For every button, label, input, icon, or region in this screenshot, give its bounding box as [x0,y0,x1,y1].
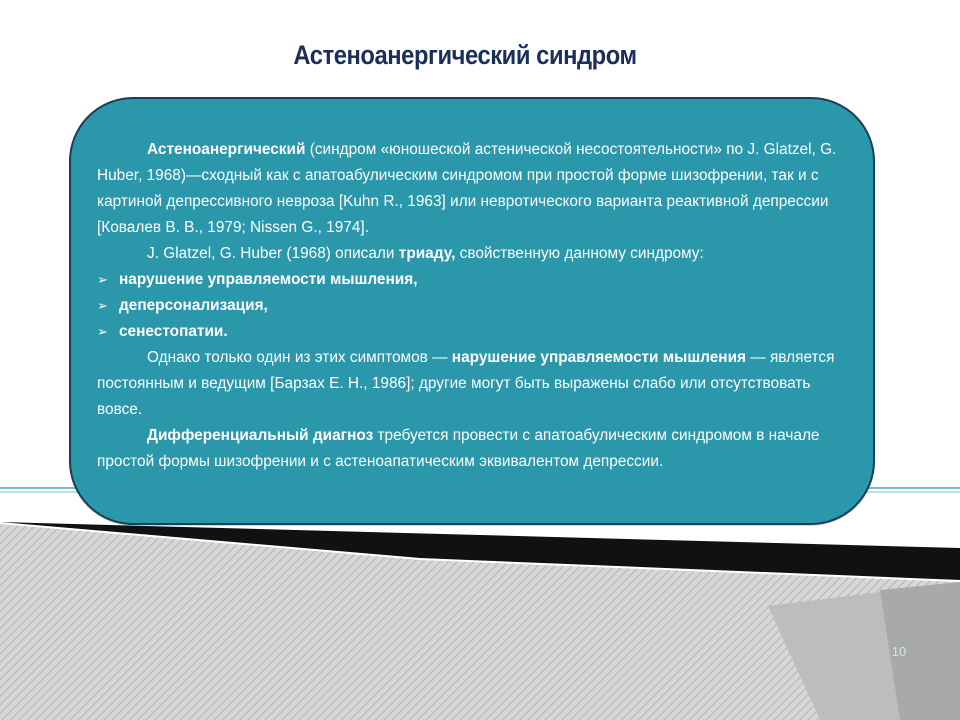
arrow-bullet-icon: ➢ [97,272,108,287]
bullet-text: нарушение управляемости мышления, [119,271,418,288]
bullet-text: деперсонализация, [119,297,268,314]
slide-title: Астеноанергический синдром [293,40,637,70]
leading-symptom: нарушение управляемости мышления [451,349,747,366]
bullet-item [97,267,857,293]
leading-end: — является постоянным и ведущим [Барзах Е. Н., 1986]; другие могут быть выражены слабо или отсутствовать вовсе. [97,349,835,418]
arrow-bullet-icon: ➢ [97,324,108,339]
paragraph-leading-symptom [97,345,857,423]
bullet-item [97,319,857,345]
triad-term: триаду, [398,245,456,262]
differential-term: Дифференциальный диагноз [147,427,374,444]
paragraph-differential [97,423,857,475]
differential-text: требуется провести с апатоабулическим синдромом в начале простой формы шизофрении и с астеноапатическим эквивалентом депрессии. [97,427,820,470]
leading-intro: Однако только один из этих симптомов — [147,349,452,366]
content-card [69,97,875,525]
page-number: 10 [891,644,907,659]
term-asthenoanergic: Астеноанергический [147,141,306,158]
card-text [97,137,857,475]
triad-intro: J. Glatzel, G. Huber (1968) описали [147,245,399,262]
bullet-text: сенестопатии. [119,323,228,340]
arrow-bullet-icon: ➢ [97,298,108,313]
definition-text: (синдром «юношеской астенической несостоятельности» по J. Glatzel, G. Huber, 1968)—сходный как с апатоабулическим синдромом при простой форме шизофрении, так и с картиной депрессивного невроза [Kuhn R., 1963] или невротического варианта реактивной депрессии [Ковалев В. В., 1979; Nissen G., 1974]. [97,141,837,236]
paragraph-triad [97,241,857,267]
triad-end: свойственную данному синдрому: [455,245,704,262]
bullet-item [97,293,857,319]
paragraph-definition [97,137,857,241]
